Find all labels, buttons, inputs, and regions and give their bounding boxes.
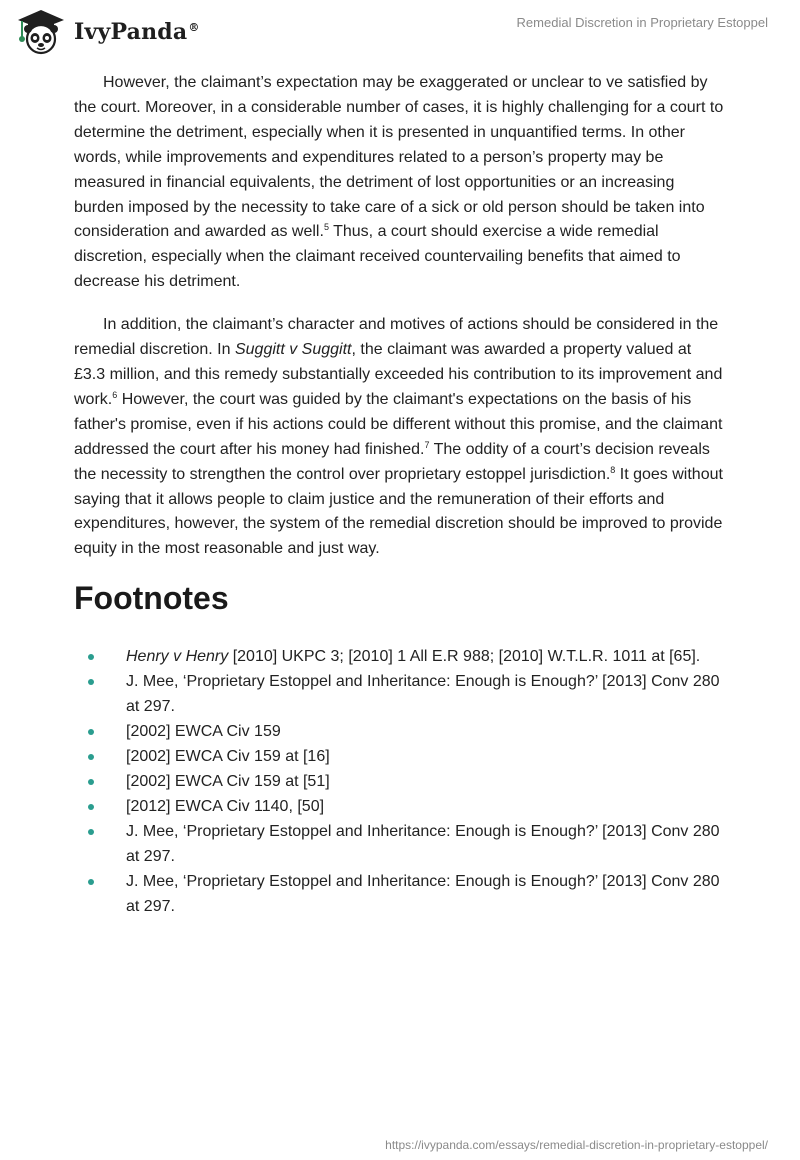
case-name: Suggitt v Suggitt [234, 341, 352, 359]
footnotes-list [74, 644, 726, 919]
bullet-icon [88, 654, 94, 660]
source-url-link[interactable]: https://ivypanda.com/essays/remedial-discretion-in-proprietary-estoppel/ [385, 1138, 768, 1152]
bullet-icon [88, 829, 94, 835]
document-title: Remedial Discretion in Proprietary Estoppel [516, 15, 768, 30]
case-name: Henry v Henry [126, 648, 229, 666]
bullet-icon [88, 804, 94, 810]
footnotes-heading: Footnotes [74, 580, 229, 617]
page-header [0, 0, 800, 70]
footnote-item: [2012] EWCA Civ 1140, [50] [74, 794, 726, 819]
bullet-icon [88, 679, 94, 685]
bullet-icon [88, 729, 94, 735]
body-paragraph: In addition, the claimant’s character and motives of actions should be considered in the remedial discretion. In Suggitt v Suggitt, the claimant was awarded a property valued at £3.3 million, and this remedy substantially exceeded his contribution to its improvement and work.$^6$ However, the court was guided by the claimant's expectations on the basis of his father's promise, even if his actions could be different without this promise, and the claimant addressed the court after his money had finished.$^7$ The oddity of a court’s decision reveals the necessity to strengthen the control over proprietary estoppel jurisdiction.$^8$ It goes without saying that it allows people to claim justice and the remuneration of their efforts and expenditures, however, the system of the remedial discretion should be improved to provide equity in the most reasonable and just way. [74, 316, 723, 558]
footnote-item: Henry v Henry [2010] UKPC 3; [2010] 1 All E.R 988; [2010] W.T.L.R. 1011 at [65]. [74, 644, 726, 669]
ivypanda-logo[interactable] [14, 8, 200, 56]
footnote-ref[interactable]: 5 [323, 222, 329, 233]
body-paragraph: However, the claimant’s expectation may be exaggerated or unclear to ve satisfied by the court. Moreover, in a considerable number of cases, it is highly challenging for a court to determine the detriment, especially when it is presented in unquantified terms. In other words, while improvements and expenditures related to a person’s property may be measured in financial equivalents, the detriment of lost opportunities or an increasing burden imposed by the necessity to take care of a sick or old person should be taken into consideration and awarded as well.$^5$ Thus, a court should exercise a wide remedial discretion, especially when the claimant received countervailing benefits that aimed to decrease his detriment. [74, 74, 724, 291]
footnote-item: [2002] EWCA Civ 159 at [51] [74, 769, 726, 794]
panda-graduation-icon [14, 8, 68, 56]
bullet-icon [88, 779, 94, 785]
footnote-item: [2002] EWCA Civ 159 [74, 719, 726, 744]
brand-name: IvyPanda® [74, 19, 200, 45]
footnote-item: [2002] EWCA Civ 159 at [16] [74, 744, 726, 769]
footnote-ref[interactable]: 7 [424, 439, 430, 450]
essay-content [74, 71, 726, 919]
footnote-ref[interactable]: 6 [112, 389, 118, 400]
footnote-ref[interactable]: 8 [610, 464, 616, 475]
registered-mark: ® [188, 20, 200, 34]
bullet-icon [88, 754, 94, 760]
bullet-icon [88, 879, 94, 885]
footnote-item: J. Mee, ‘Proprietary Estoppel and Inheritance: Enough is Enough?’ [2013] Conv 280 at 297. [74, 869, 726, 919]
footnote-item: J. Mee, ‘Proprietary Estoppel and Inheritance: Enough is Enough?’ [2013] Conv 280 at 297. [74, 669, 726, 719]
footnote-item: J. Mee, ‘Proprietary Estoppel and Inheritance: Enough is Enough?’ [2013] Conv 280 at 297. [74, 819, 726, 869]
